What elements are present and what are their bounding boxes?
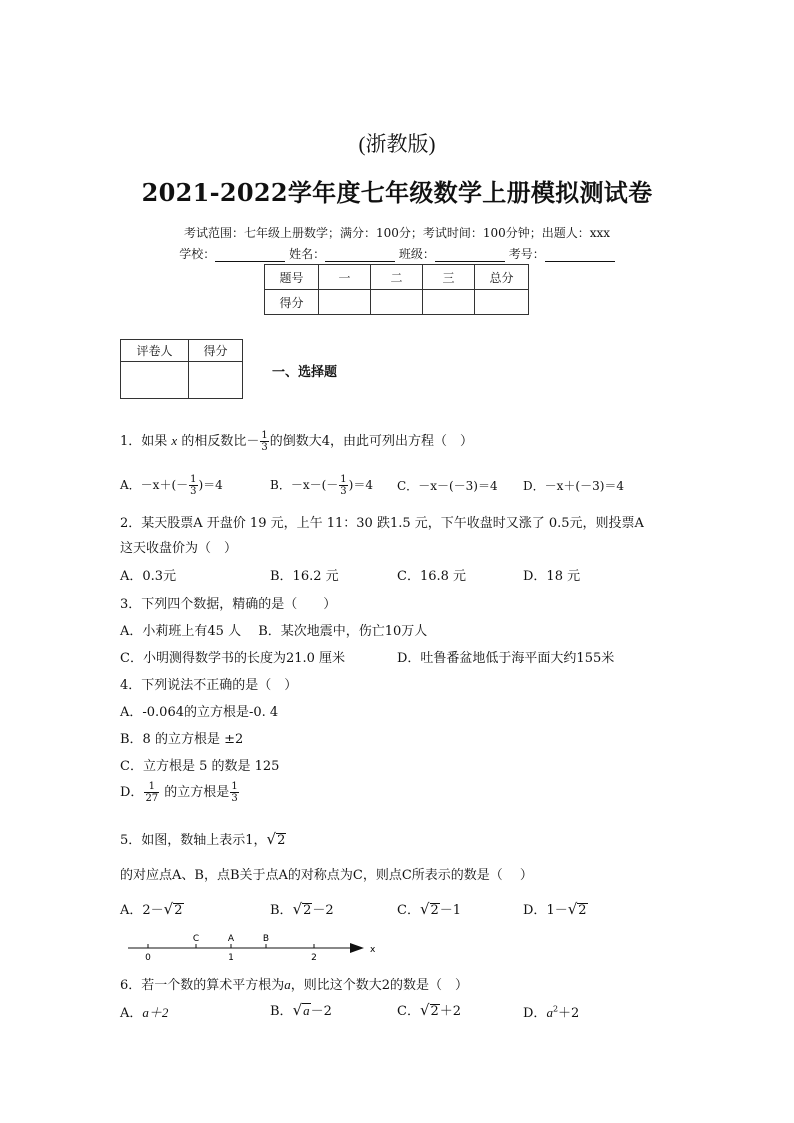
score-cell[interactable] (371, 290, 423, 315)
q2-option-b[interactable]: B．16.2 元 (270, 569, 339, 584)
exam-no-blank[interactable] (545, 248, 615, 262)
name-label: 姓名： (289, 247, 326, 261)
axis-label-x: x (370, 945, 376, 955)
question-5-stem-line2: 的对应点A、B，点B关于点A的对称点为C，则点C所表示的数是（ ） (120, 868, 533, 883)
q5-option-b[interactable]: B．√2－2 (270, 900, 334, 918)
student-info-line (0, 245, 794, 262)
q4-option-c[interactable]: C．立方根是 5 的数是 125 (120, 759, 280, 774)
q3-option-c[interactable]: C．小明测得数学书的长度为21.0 厘米 (120, 651, 346, 666)
q1-option-c[interactable]: C．－x－(－3)＝4 (397, 479, 498, 493)
class-blank[interactable] (435, 248, 505, 262)
q2-option-c[interactable]: C．16.8 元 (397, 569, 467, 584)
grader-header-cell: 得分 (189, 340, 243, 362)
q1-option-a[interactable]: A．－x＋(－ $\frac{1}{3}$ )＝4 (120, 474, 223, 497)
name-blank[interactable] (325, 248, 395, 262)
section-title: 一、选择题 (272, 365, 338, 380)
axis-arrow-icon (350, 943, 364, 953)
score-cell[interactable] (423, 290, 475, 315)
q4-option-d[interactable]: D． $\frac{1}{27}$ 的立方根是 $\frac{1}{3}$ (120, 781, 238, 804)
grader-cell[interactable] (121, 362, 189, 399)
exam-no-label: 考号： (508, 247, 545, 261)
score-header-cell: 三 (423, 265, 475, 290)
school-label: 学校： (179, 247, 216, 261)
tick-label-0: 0 (145, 953, 151, 963)
number-line-figure (120, 928, 390, 964)
tick-label-1: 1 (228, 953, 234, 963)
q5-option-d[interactable]: D．1－√2 (523, 900, 587, 918)
score-cell[interactable] (319, 290, 371, 315)
question-2-stem-line1: 2．某天股票A 开盘价 19 元，上午 11：30 跌1.5 元，下午收盘时又涨了 0.5元，则投票A (120, 516, 644, 531)
class-label: 班级： (398, 247, 435, 261)
q6-option-b[interactable]: B．√a－2 (270, 1001, 332, 1019)
q3-option-d[interactable]: D．吐鲁番盆地低于海平面大约155米 (397, 651, 615, 666)
exam-title: 2021-2022学年度七年级数学上册模拟测试卷 (141, 178, 653, 207)
q3-option-ab[interactable]: A．小莉班上有45 人 B．某次地震中，伤亡10万人 (120, 624, 428, 639)
tick-label-2: 2 (311, 953, 317, 963)
q5-option-a[interactable]: A．2－√2 (120, 900, 183, 918)
q6-option-d[interactable]: D．$a^2+2$ (523, 1004, 580, 1021)
score-header-cell: 一 (319, 265, 371, 290)
q1-option-b[interactable]: B．－x－(－ $\frac{1}{3}$ )＝4 (270, 474, 373, 497)
question-6-stem: 6．若一个数的算术平方根为a，则比这个数大2的数是（ ） (120, 977, 469, 993)
score-cell[interactable] (475, 290, 529, 315)
point-a-label: A (227, 934, 235, 944)
q6-option-c[interactable]: C．√2＋2 (397, 1001, 462, 1019)
point-b-label: B (262, 934, 270, 944)
grader-header-cell: 评卷人 (121, 340, 189, 362)
point-c-label: C (192, 934, 200, 944)
q1-text: 的相反数比 (177, 434, 247, 449)
q2-option-a[interactable]: A．0.3元 (120, 569, 177, 584)
q4-option-a[interactable]: A．-0.064的立方根是-0. 4 (120, 705, 279, 720)
score-table (264, 264, 529, 315)
question-2-stem-line2: 这天收盘价为（ ） (120, 541, 238, 556)
score-header-cell: 总分 (475, 265, 529, 290)
question-4-stem: 4．下列说法不正确的是（ ） (120, 678, 298, 693)
question-3-stem: 3．下列四个数据，精确的是（ ） (120, 597, 337, 612)
q2-option-d[interactable]: D．18 元 (523, 569, 581, 584)
score-header-cell: 题号 (265, 265, 319, 290)
score-header-cell: 二 (371, 265, 423, 290)
school-blank[interactable] (215, 248, 285, 262)
exam-info-line: 考试范围：七年级上册数学；满分：100分；考试时间：100分钟；出题人：xxx (183, 226, 611, 240)
q1-text: 1．如果 (120, 434, 172, 449)
q5-option-c[interactable]: C．√2－1 (397, 900, 462, 918)
q6-option-a[interactable]: A．a＋2 (120, 1005, 169, 1021)
q4-option-b[interactable]: B．8 的立方根是 ±2 (120, 732, 244, 747)
score-row-label: 得分 (265, 290, 319, 315)
grader-table (120, 339, 243, 399)
question-5-stem-line1: 5．如图，数轴上表示1，√2 (120, 830, 286, 848)
q1-text: 的倒数大4，由此可列出方程（ ） (269, 434, 473, 449)
question-1-stem: 1．如果 x 的相反数比－ $\frac{1}{3}$ 的倒数大4，由此可列出方程（ ） (120, 430, 473, 453)
q1-var: x (171, 433, 178, 448)
edition-label: (浙教版) (358, 132, 436, 156)
grader-cell[interactable] (189, 362, 243, 399)
q1-fraction: $\frac{1}{3}$ (261, 430, 268, 453)
q1-option-d[interactable]: D．－x＋(－3)＝4 (523, 479, 625, 493)
